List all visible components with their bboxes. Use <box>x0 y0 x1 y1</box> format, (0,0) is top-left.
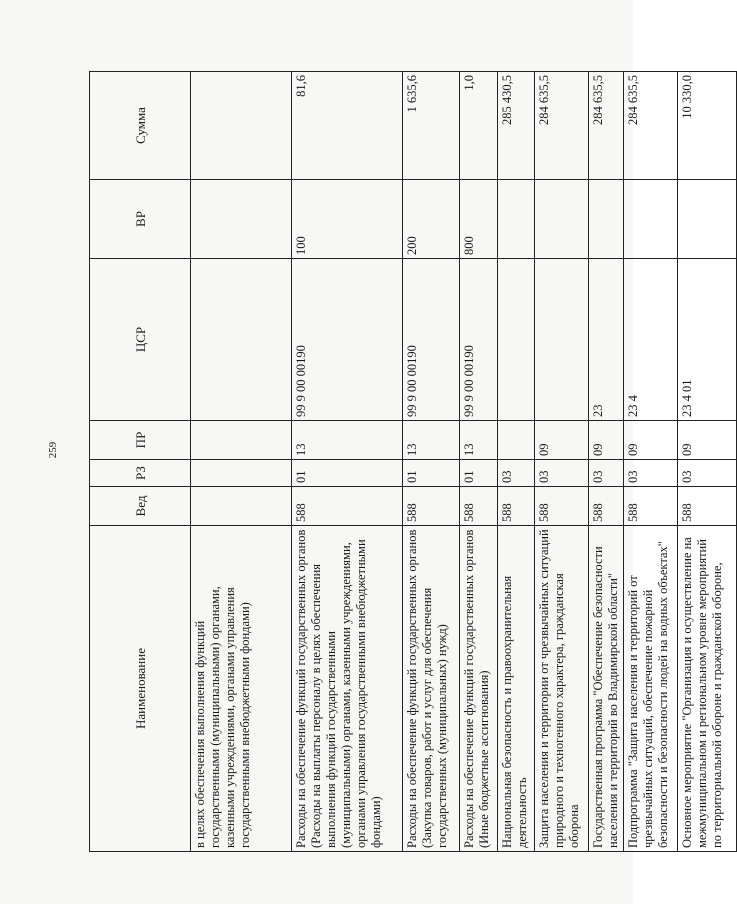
cell-rz: 01 <box>460 460 498 487</box>
cell-csr <box>535 259 589 421</box>
cell-ved: 588 <box>292 487 403 526</box>
cell-vr <box>589 180 624 259</box>
cell-rz: 03 <box>535 460 589 487</box>
header-row <box>90 72 191 852</box>
cell-csr: 99 9 00 00190 <box>460 259 498 421</box>
header-vr: ВР <box>90 180 191 259</box>
cell-sum: 1,0 <box>460 72 498 180</box>
cell-pr: 09 <box>589 421 624 460</box>
page-number: 259 <box>47 441 59 459</box>
cell-sum: 81,6 <box>292 72 403 180</box>
cell-rz: 01 <box>292 460 403 487</box>
table-row <box>403 72 460 852</box>
cell-name: Расходы на обеспечение функций государственных органов (Иные бюджетные ассигнования) <box>460 526 498 852</box>
header-csr: ЦСР <box>90 259 191 421</box>
cell-rz: 03 <box>589 460 624 487</box>
cell-rz: 03 <box>678 460 737 487</box>
rotated-table-container <box>89 72 724 852</box>
cell-rz: 01 <box>403 460 460 487</box>
cell-csr: 23 <box>589 259 624 421</box>
cell-ved: 588 <box>498 487 535 526</box>
cell-name: Национальная безопасность и правоохранительная деятельность <box>498 526 535 852</box>
cell-name: Основное мероприятие "Организация и осуществление на межмуниципальном и региональном уровне мероприятий по территориальной обороне и гражданской обороне, <box>678 526 737 852</box>
cell-rz: 03 <box>498 460 535 487</box>
cell-vr <box>535 180 589 259</box>
cell-pr: 13 <box>403 421 460 460</box>
table-row <box>535 72 589 852</box>
cell-vr: 200 <box>403 180 460 259</box>
header-sum: Сумма <box>90 72 191 180</box>
cell-pr: 09 <box>624 421 678 460</box>
cell-pr: 13 <box>292 421 403 460</box>
header-ved: Вед <box>90 487 191 526</box>
cell-sum: 10 330,0 <box>678 72 737 180</box>
cell-name: Расходы на обеспечение функций государственных органов (Расходы на выплаты персоналу в целях обеспечения выполнения функций государственными (муниципальными) органами, казенными учреждениями, органами управления государственными внебюджетными фондами) <box>292 526 403 852</box>
table-row <box>589 72 624 852</box>
header-rz: РЗ <box>90 460 191 487</box>
cell-rz <box>191 460 292 487</box>
cell-csr <box>498 259 535 421</box>
cell-sum: 285 430,5 <box>498 72 535 180</box>
table-row <box>498 72 535 852</box>
table-row <box>191 72 292 852</box>
table-row <box>292 72 403 852</box>
table-row <box>460 72 498 852</box>
cell-ved <box>191 487 292 526</box>
header-name: Наименование <box>90 526 191 852</box>
cell-csr: 99 9 00 00190 <box>403 259 460 421</box>
budget-table <box>89 71 737 852</box>
cell-sum: 284 635,5 <box>589 72 624 180</box>
cell-vr: 800 <box>460 180 498 259</box>
cell-vr <box>624 180 678 259</box>
table-row <box>678 72 737 852</box>
cell-vr <box>191 180 292 259</box>
cell-sum: 284 635,5 <box>535 72 589 180</box>
cell-sum <box>191 72 292 180</box>
cell-name: Государственная программа "Обеспечение безопасности населения и территорий во Владимирской области" <box>589 526 624 852</box>
cell-vr: 100 <box>292 180 403 259</box>
cell-name: Расходы на обеспечение функций государственных органов (Закупка товаров, работ и услуг для обеспечения государственных (муниципальных) нужд) <box>403 526 460 852</box>
cell-sum: 284 635,5 <box>624 72 678 180</box>
cell-ved: 588 <box>678 487 737 526</box>
cell-pr: 13 <box>460 421 498 460</box>
table-row <box>624 72 678 852</box>
cell-ved: 588 <box>403 487 460 526</box>
cell-csr: 23 4 <box>624 259 678 421</box>
cell-name: Защита населения и территории от чрезвычайных ситуаций природного и техногенного характера, гражданская оборона <box>535 526 589 852</box>
cell-vr <box>678 180 737 259</box>
header-pr: ПР <box>90 421 191 460</box>
cell-pr: 09 <box>678 421 737 460</box>
cell-sum: 1 635,6 <box>403 72 460 180</box>
cell-ved: 588 <box>535 487 589 526</box>
cell-pr <box>191 421 292 460</box>
cell-name: Подпрограмма "Защита населения и территорий от чрезвычайных ситуаций, обеспечение пожарной безопасности и безопасности людей на водных объектах" <box>624 526 678 852</box>
cell-csr: 23 4 01 <box>678 259 737 421</box>
cell-name: в целях обеспечения выполнения функций государственными (муниципальными) органами, казенными учреждениями, органами управления государственными внебюджетными фондами) <box>191 526 292 852</box>
cell-rz: 03 <box>624 460 678 487</box>
cell-ved: 588 <box>460 487 498 526</box>
cell-csr <box>191 259 292 421</box>
cell-pr <box>498 421 535 460</box>
cell-ved: 588 <box>624 487 678 526</box>
cell-pr: 09 <box>535 421 589 460</box>
cell-csr: 99 9 00 00190 <box>292 259 403 421</box>
cell-ved: 588 <box>589 487 624 526</box>
cell-vr <box>498 180 535 259</box>
